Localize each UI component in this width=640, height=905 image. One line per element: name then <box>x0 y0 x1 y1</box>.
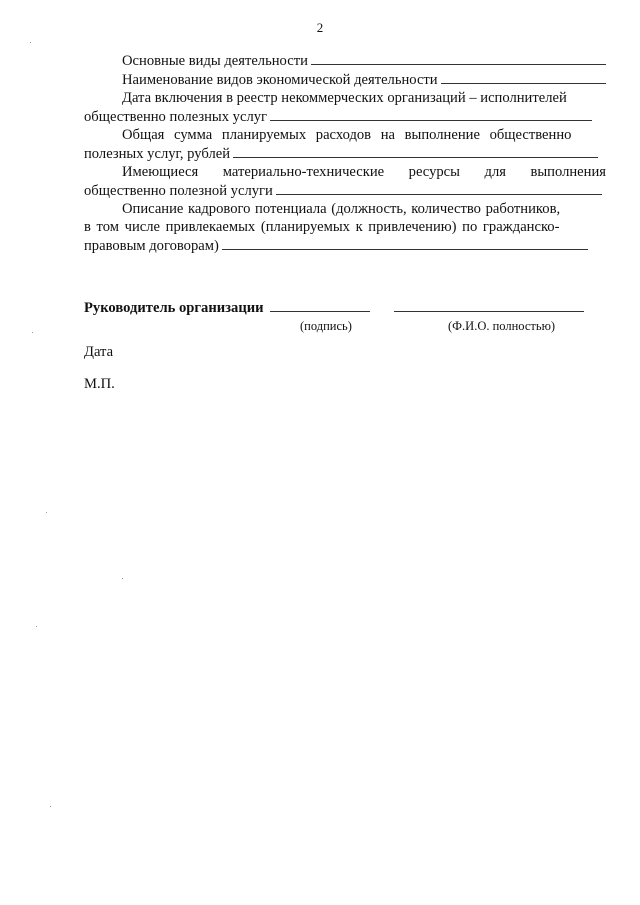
field-resources-line2 <box>84 181 606 200</box>
field-registry-date-label: Дата включения в реестр некоммерческих организаций – исполнителей <box>122 90 567 106</box>
field-staff-line1 <box>84 200 606 218</box>
field-staff-label: Описание кадрового потенциала (должность, количество работников, <box>122 201 561 217</box>
stamp-label: М.П. <box>84 376 115 392</box>
field-expenses-label-cont: полезных услуг, рублей <box>84 146 231 162</box>
page-number: 2 <box>316 20 324 35</box>
signature-blank[interactable] <box>270 298 370 312</box>
scan-speck <box>30 42 31 43</box>
field-activities-label: Основные виды деятельности <box>122 53 308 69</box>
field-staff-line2 <box>84 218 606 236</box>
field-staff-label-cont: в том числе привлекаемых (планируемых к привлечению) по гражданско- <box>84 219 560 235</box>
scan-speck <box>50 806 51 807</box>
signature-title: Руководитель организации <box>84 300 264 316</box>
field-economic-activities-blank[interactable] <box>441 70 606 84</box>
field-registry-date-line1 <box>84 89 606 107</box>
field-resources-word: материально-технические <box>222 164 385 180</box>
field-resources-word: Имеющиеся <box>122 164 199 180</box>
field-resources-line1 <box>84 163 606 181</box>
date-label: Дата <box>84 344 114 360</box>
scan-speck <box>32 332 33 333</box>
scan-speck <box>122 578 123 579</box>
field-staff-line3 <box>84 236 606 255</box>
field-resources-label-cont: общественно полезной услуги <box>84 183 273 199</box>
field-registry-date-line2 <box>84 107 606 126</box>
signature-caption: (подпись) <box>300 319 352 333</box>
field-resources-word: выполнения <box>530 164 606 180</box>
full-name-caption: (Ф.И.О. полностью) <box>448 319 556 333</box>
field-resources-blank[interactable] <box>276 181 602 195</box>
field-staff-blank[interactable] <box>222 236 588 250</box>
signature-captions <box>84 317 606 333</box>
field-activities-blank[interactable] <box>311 51 606 65</box>
field-registry-date-label-cont: общественно полезных услуг <box>84 109 268 125</box>
field-activities <box>84 51 606 70</box>
field-economic-activities <box>84 70 606 89</box>
form-fields <box>84 51 606 255</box>
field-resources-word: ресурсы <box>408 164 460 180</box>
signature-row <box>84 298 606 317</box>
scan-speck <box>46 512 47 513</box>
field-expenses-line2 <box>84 144 606 163</box>
scan-speck <box>36 626 37 627</box>
field-staff-label-end: правовым договорам) <box>84 238 219 254</box>
field-registry-date-blank[interactable] <box>270 107 592 121</box>
full-name-blank[interactable] <box>394 298 584 312</box>
field-resources-word: для <box>484 164 506 180</box>
field-expenses-label: Общая сумма планируемых расходов на выполнение общественно <box>122 127 572 143</box>
field-economic-activities-label: Наименование видов экономической деятельности <box>122 72 438 88</box>
field-expenses-line1 <box>84 126 606 144</box>
field-expenses-blank[interactable] <box>233 144 598 158</box>
signature-block <box>84 298 606 333</box>
